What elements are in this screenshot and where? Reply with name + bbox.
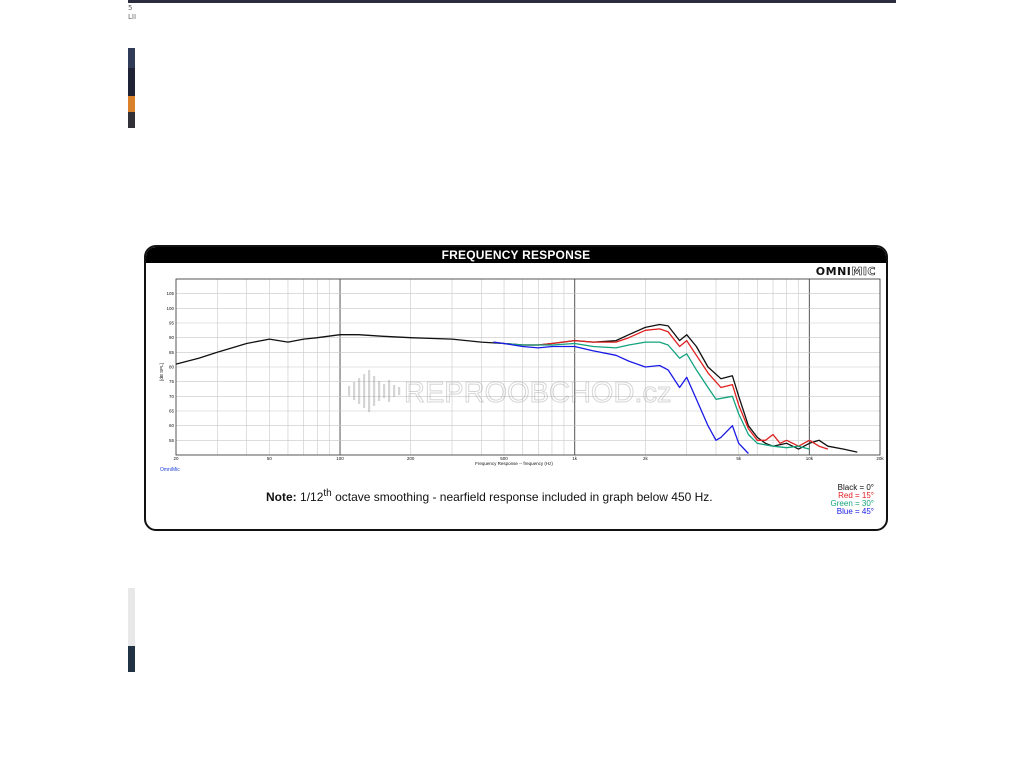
legend-entry-red: Red = 15°	[838, 491, 874, 500]
legend-entry-blue: Blue = 45°	[836, 507, 874, 516]
x-tick-label: 1k	[572, 456, 578, 461]
watermark-bar	[393, 385, 395, 397]
omnimic-logo: OMNIMIC	[815, 265, 876, 278]
watermark-bar	[373, 376, 375, 406]
frequency-response-card	[144, 245, 888, 531]
watermark-bar	[353, 382, 355, 400]
x-tick-label: 5k	[736, 456, 742, 461]
watermark	[348, 370, 671, 412]
y-tick-label: 100	[166, 305, 174, 311]
watermark-bar	[363, 374, 365, 408]
y-tick-label: 60	[168, 423, 174, 429]
x-tick-label: 20	[173, 456, 179, 461]
plot-grid	[176, 279, 880, 455]
x-tick-label: 500	[500, 456, 508, 461]
x-axis-label: Frequency Response -- frequency (Hz)	[475, 461, 553, 466]
omnimic-credit: OmniMic	[160, 467, 180, 473]
watermark-bar	[378, 381, 380, 401]
x-tick-label: 200	[406, 456, 415, 461]
top-page-fragment: 5 LII	[128, 4, 137, 21]
chart-title: FREQUENCY RESPONSE	[146, 247, 886, 263]
watermark-logo-icon	[348, 370, 400, 412]
watermark-text: REPROOBCHOD.cz	[404, 377, 672, 409]
y-tick-label: 95	[168, 320, 174, 326]
y-tick-labels	[166, 291, 174, 443]
watermark-bar	[358, 378, 360, 404]
y-tick-label: 65	[168, 408, 174, 414]
y-axis-label: [dB SPL]	[159, 363, 164, 381]
y-tick-label: 105	[166, 291, 174, 297]
y-tick-label: 85	[168, 349, 174, 355]
left-thumbnail-strip	[128, 588, 135, 646]
x-tick-label: 10k	[805, 456, 813, 461]
x-tick-label: 20k	[876, 456, 884, 461]
watermark-bar	[398, 387, 400, 395]
left-thumbnail-strip	[128, 112, 135, 128]
watermark-bar	[368, 370, 370, 412]
legend-entry-black: Black = 0°	[837, 483, 874, 492]
y-tick-label: 70	[168, 393, 174, 399]
watermark-bar	[388, 380, 390, 402]
watermark-bar	[383, 384, 385, 398]
y-tick-label: 80	[168, 364, 174, 370]
chart-note: Note: 1/12th octave smoothing - nearfield response included in graph below 450 Hz.	[266, 488, 713, 504]
x-tick-label: 100	[336, 456, 344, 461]
x-tick-label: 2k	[642, 456, 648, 461]
left-thumbnail-strip	[128, 48, 135, 68]
left-thumbnail-strip	[128, 96, 135, 112]
watermark-bar	[348, 386, 350, 396]
y-tick-label: 75	[168, 379, 174, 385]
legend-entry-green: Green = 30°	[830, 499, 874, 508]
frequency-response-plot	[146, 247, 886, 529]
left-thumbnail-strip	[128, 68, 135, 96]
x-tick-label: 50	[266, 456, 272, 461]
left-thumbnail-strip	[128, 646, 135, 672]
y-tick-label: 55	[168, 437, 174, 443]
angle-legend	[831, 484, 874, 516]
y-tick-label: 90	[168, 335, 174, 341]
browser-top-bar	[128, 0, 896, 3]
